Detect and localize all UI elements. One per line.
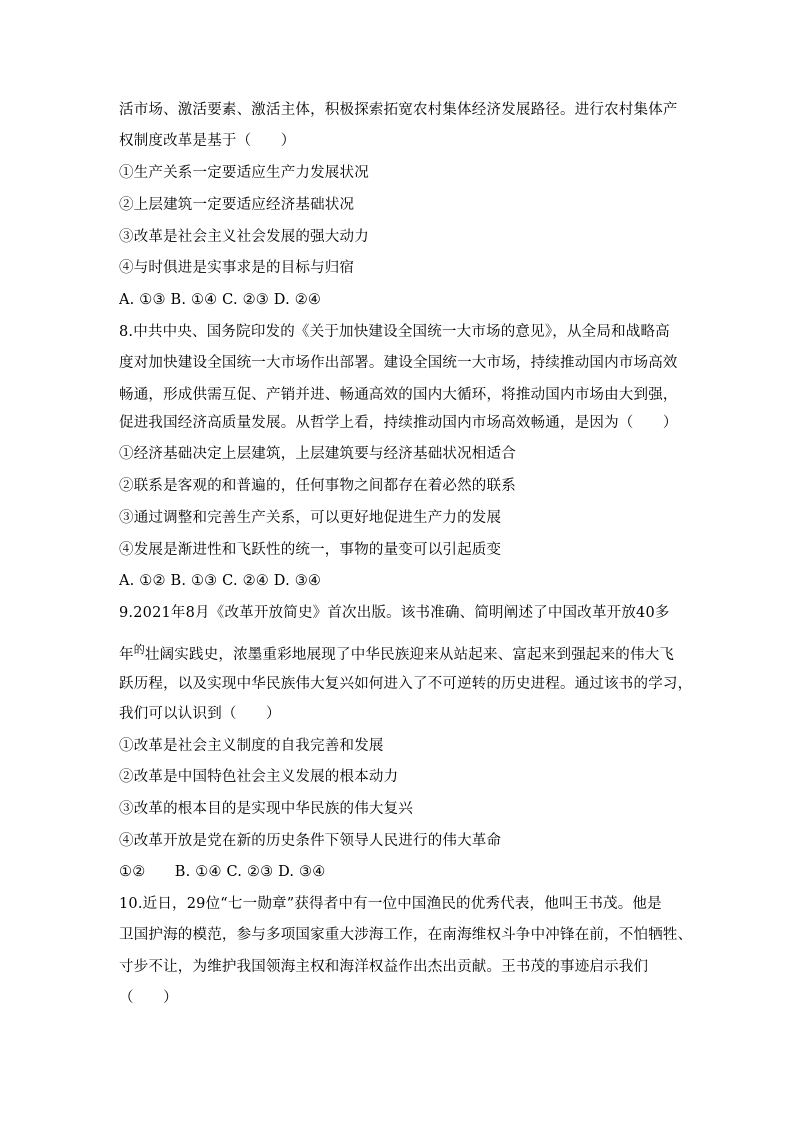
q9-option-1: ①改革是社会主义制度的自我完善和发展 — [119, 738, 384, 754]
q9-stem-line-4: 我们可以认识到（ ） — [119, 706, 281, 722]
q7-stem-line-1: 活市场、激活要素、激活主体，积极探索拓宽农村集体经济发展路径。进行农村集体产 — [119, 102, 678, 118]
q8-stem-line-2: 度对加快建设全国统一大市场作出部署。建设全国统一大市场，持续推动国内市场高效 — [119, 355, 678, 371]
q7-option-3: ③改革是社会主义社会发展的强大动力 — [119, 229, 369, 245]
q7-option-4: ④与时俱进是实事求是的目标与归宿 — [119, 260, 355, 276]
q8-choices: A. ①② B. ①③ C. ②④ D. ③④ — [119, 573, 322, 589]
q8-stem-line-3: 畅通，形成供需互促、产销并进、畅通高效的国内大循环，将推动国内市场由大到强， — [119, 387, 678, 403]
q10-stem-line-3: 寸步不让，为维护我国领海主权和海洋权益作出杰出贡献。王书茂的事迹启示我们 — [119, 959, 649, 975]
q10-stem-line-2: 卫国护海的模范，参与多项国家重大涉海工作，在南海维权斗争中冲锋在前，不怕牺牲、 — [119, 927, 693, 943]
q9-stem-line-2-prefix: 年 — [119, 647, 134, 663]
q9-stem-line-2-rest: 壮阔实践史，浓墨重彩地展现了中华民族迎来从站起来、富起来到强起来的伟大飞 — [144, 647, 675, 663]
q9-choices: ①② B. ①④ C. ②③ D. ③④ — [119, 864, 326, 880]
q8-option-1: ①经济基础决定上层建筑，上层建筑要与经济基础状况相适合 — [119, 446, 516, 462]
q9-stem-line-2 — [119, 640, 699, 665]
q8-stem-line-1: 8.中共中央、国务院印发的《关于加快建设全国统一大市场的意见》，从全局和战略高 — [119, 324, 670, 340]
q7-stem-line-2: 权制度改革是基于（ ） — [119, 133, 296, 149]
q8-option-3: ③通过调整和完善生产关系，可以更好地促进生产力的发展 — [119, 510, 502, 526]
q10-stem-line-1: 10.近日，29位“七一勋章”获得者中有一位中国渔民的优秀代表，他叫王书茂。他是 — [119, 896, 662, 912]
q9-stem-line-3: 跃历程，以及实现中华民族伟大复兴如何进入了不可逆转的历史进程。通过该书的学习， — [119, 676, 693, 692]
q7-option-1: ①生产关系一定要适应生产力发展状况 — [119, 165, 369, 181]
q7-choices: A. ①③ B. ①④ C. ②③ D. ②④ — [119, 292, 322, 308]
q8-option-4: ④发展是渐进性和飞跃性的统一，事物的量变可以引起质变 — [119, 542, 502, 558]
q9-option-3: ③改革的根本目的是实现中华民族的伟大复兴 — [119, 801, 413, 817]
q7-option-2: ②上层建筑一定要适应经济基础状况 — [119, 197, 355, 213]
q10-stem-line-4: （ ） — [119, 990, 178, 1006]
q9-stem-line-1: 9.2021年8月《改革开放简史》首次出版。该书准确、简明阐述了中国改革开放40多 — [119, 605, 670, 621]
q8-option-2: ②联系是客观的和普遍的，任何事物之间都存在着必然的联系 — [119, 478, 516, 494]
q9-option-2: ②改革是中国特色社会主义发展的根本动力 — [119, 769, 399, 785]
q9-stem-line-2-small: 的 — [133, 643, 145, 656]
q9-option-4: ④改革开放是党在新的历史条件下领导人民进行的伟大革命 — [119, 833, 502, 849]
q8-stem-line-4: 促进我国经济高质量发展。从哲学上看，持续推动国内市场高效畅通，是因为（ ） — [119, 415, 678, 431]
